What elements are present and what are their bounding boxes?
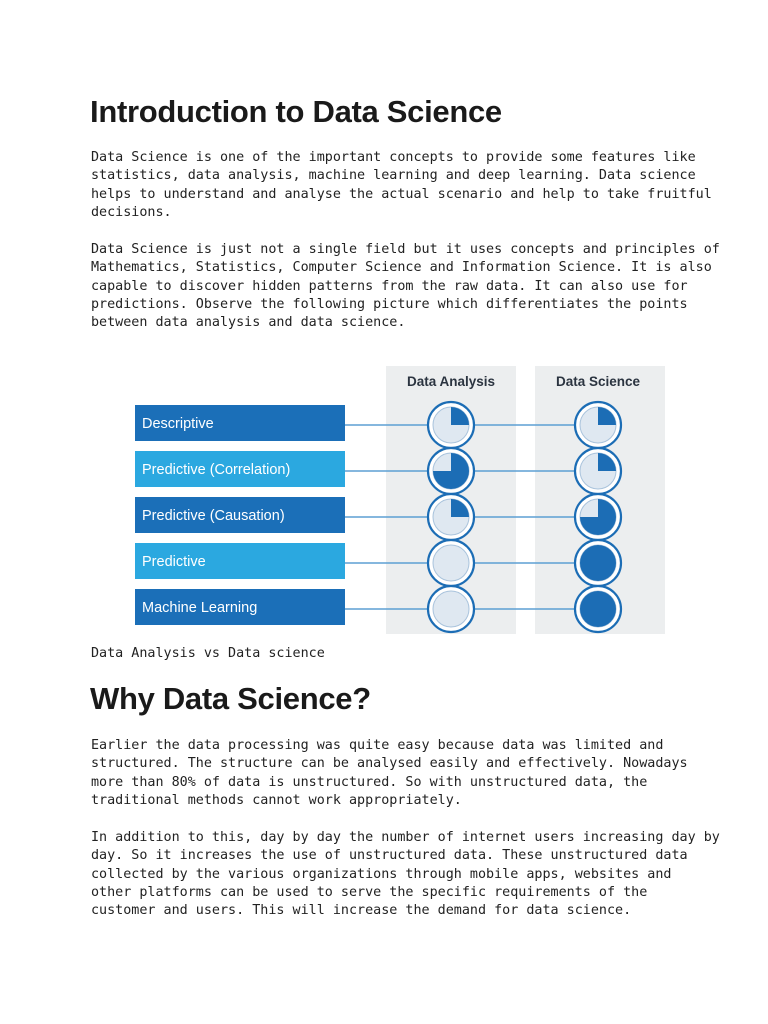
row-label-1: Predictive (Correlation) <box>142 462 291 478</box>
row-label-4: Machine Learning <box>142 600 258 616</box>
column-header-data-analysis: Data Analysis <box>406 374 496 389</box>
level-circle-data-analysis-4-inner <box>433 591 469 627</box>
text-line: structured. The structure can be analysed easily and effectively. Nowadays <box>91 756 688 772</box>
text-line: more than 80% of data is unstructured. So with unstructured data, the <box>91 774 648 790</box>
text-line: Earlier the data processing was quite easy because data was limited and <box>91 738 664 753</box>
text-line: customer and users. This will increase the demand for data science. <box>91 903 632 919</box>
text-line: Data Science is one of the important concepts to provide some features like <box>91 150 696 165</box>
section-title-why: Why Data Science? <box>90 681 371 716</box>
text-line: collected by the various organizations through mobile apps, websites and <box>91 866 672 882</box>
intro-paragraph-2 <box>91 241 720 332</box>
row-label-3: Predictive <box>142 554 206 570</box>
section-title-introduction: Introduction to Data Science <box>90 94 502 129</box>
comparison-figure <box>128 358 680 640</box>
text-line: statistics, data analysis, machine learning and deep learning. Data science <box>91 168 696 184</box>
why-paragraph-2 <box>91 829 720 920</box>
level-circle-data-science-4-fill <box>580 591 616 627</box>
comparison-diagram <box>128 358 680 640</box>
text-line: Mathematics, Statistics, Computer Science and Information Science. It is also <box>91 260 712 276</box>
text-line: decisions. <box>91 204 172 220</box>
figure-caption: Data Analysis vs Data science <box>91 646 325 661</box>
text-line: In addition to this, day by day the number of internet users increasing day by <box>91 830 720 845</box>
text-line: traditional methods cannot work appropriately. <box>91 792 462 808</box>
row-label-0: Descriptive <box>142 416 214 432</box>
text-line: helps to understand and analyse the actual scenario and help to take fruitful <box>91 186 712 202</box>
text-line: day. So it increases the use of unstructured data. These unstructured data <box>91 848 688 864</box>
text-line: other platforms can be used to serve the specific requirements of the <box>91 884 648 900</box>
text-line: capable to discover hidden patterns from the raw data. It can also use for <box>91 278 688 294</box>
why-paragraph-1 <box>91 737 691 810</box>
text-line: predictions. Observe the following picture which differentiates the points <box>91 296 688 312</box>
text-line: between data analysis and data science. <box>91 315 406 331</box>
column-header-data-science: Data Science <box>555 374 641 389</box>
level-circle-data-science-3-fill <box>580 545 616 581</box>
text-line: Data Science is just not a single field but it uses concepts and principles of <box>91 242 720 257</box>
intro-paragraph-1 <box>91 149 712 222</box>
row-label-2: Predictive (Causation) <box>142 508 285 524</box>
level-circle-data-analysis-3-inner <box>433 545 469 581</box>
